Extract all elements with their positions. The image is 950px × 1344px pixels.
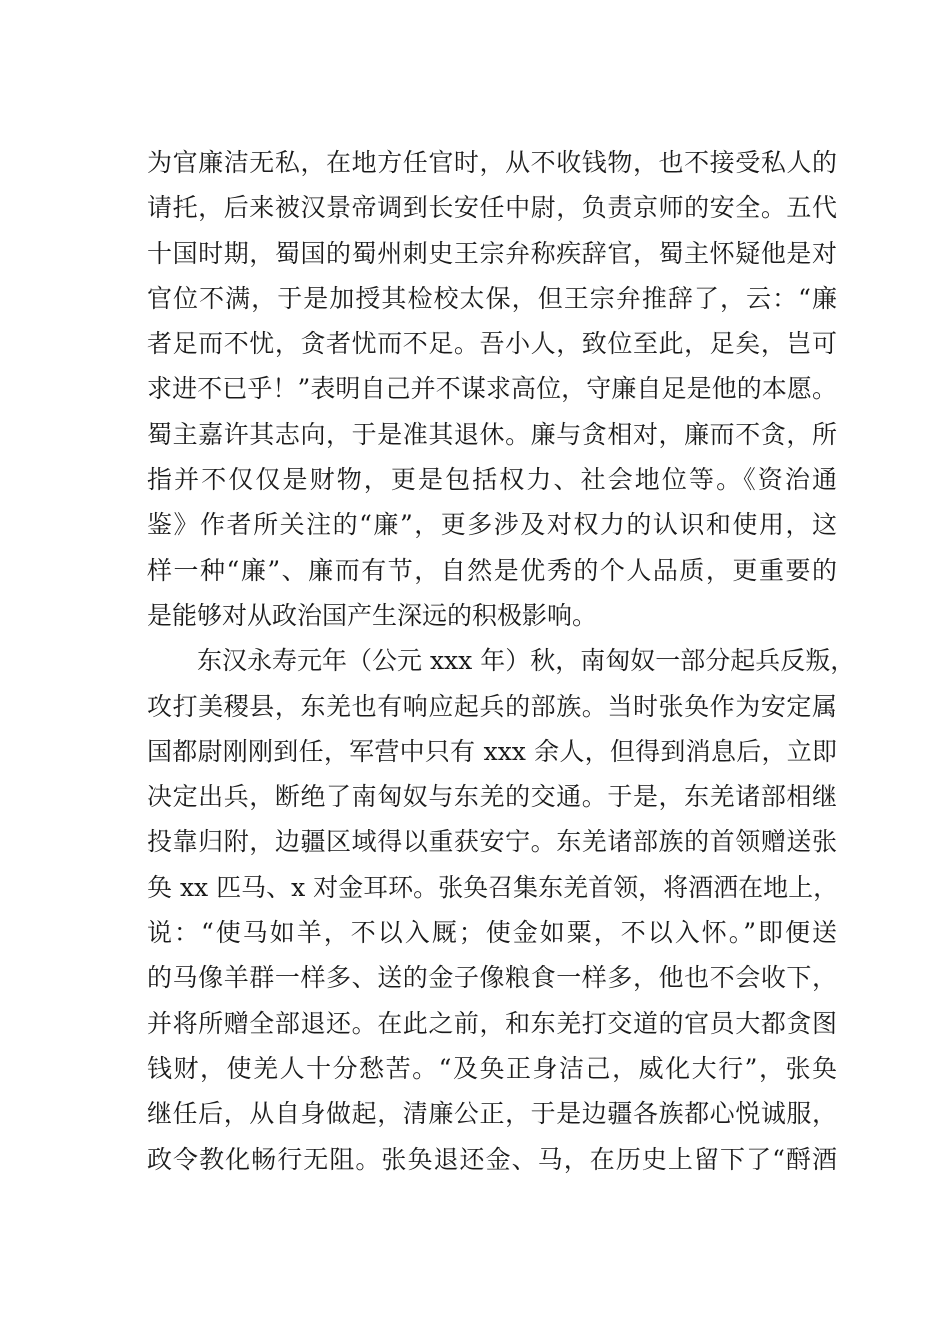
text-line: 样一种“廉”、廉而有节，自然是优秀的个人品质，更重要的 <box>147 555 837 585</box>
text-line: 国都尉刚刚到任，军营中只有 xxx 余人，但得到消息后，立即 <box>147 736 837 766</box>
text-line: 继任后，从自身做起，清廉公正，于是边疆各族都心悦诚服， <box>147 1099 837 1129</box>
text-line: 鉴》作者所关注的“廉”，更多涉及对权力的认识和使用，这 <box>147 510 837 540</box>
text-line: 蜀主嘉许其志向，于是准其退休。廉与贪相对，廉而不贪，所 <box>147 419 837 449</box>
text-line: 政令教化畅行无阻。张奂退还金、马，在历史上留下了“酹酒 <box>147 1144 837 1174</box>
text-line: 并将所赠全部退还。在此之前，和东羌打交道的官员大都贪图 <box>147 1008 837 1038</box>
text-line: 的马像羊群一样多、送的金子像粮食一样多，他也不会收下， <box>147 963 837 993</box>
text-line: 官位不满，于是加授其检校太保，但王宗弁推辞了，云：“廉 <box>147 283 837 313</box>
text-line: 请托，后来被汉景帝调到长安任中尉，负责京师的安全。五代 <box>147 193 837 223</box>
text-line: 是能够对从政治国产生深远的积极影响。 <box>147 600 598 630</box>
text-line: 指并不仅仅是财物，更是包括权力、社会地位等。《资治通 <box>147 465 837 495</box>
text-line: 奂 xx 匹马、x 对金耳环。张奂召集东羌首领，将酒洒在地上， <box>147 872 839 902</box>
text-line: 求进不已乎！”表明自己并不谋求高位，守廉自足是他的本愿。 <box>147 374 837 404</box>
text-line: 为官廉洁无私，在地方任官时，从不收钱物，也不接受私人的 <box>147 148 837 177</box>
text-line: 说：“使马如羊，不以入厩；使金如粟，不以入怀。”即便送 <box>147 918 837 948</box>
text-line: 十国时期，蜀国的蜀州刺史王宗弁称疾辞官，蜀主怀疑他是对 <box>147 238 837 268</box>
text-line: 钱财，使羌人十分愁苦。“及奂正身洁己，威化大行”，张奂 <box>147 1053 837 1083</box>
text-line: 决定出兵，断绝了南匈奴与东羌的交通。于是，东羌诸部相继 <box>147 782 837 812</box>
text-line: 攻打美稷县，东羌也有响应起兵的部族。当时张奂作为安定属 <box>147 691 837 721</box>
text-line: 者足而不忧，贪者忧而不足。吾小人，致位至此，足矣，岂可 <box>147 329 837 359</box>
body-text <box>147 140 856 1182</box>
text-line: 东汉永寿元年（公元 xxx 年）秋，南匈奴一部分起兵反叛， <box>197 646 856 676</box>
text-line: 投靠归附，边疆区域得以重获安宁。东羌诸部族的首领赠送张 <box>147 827 837 857</box>
